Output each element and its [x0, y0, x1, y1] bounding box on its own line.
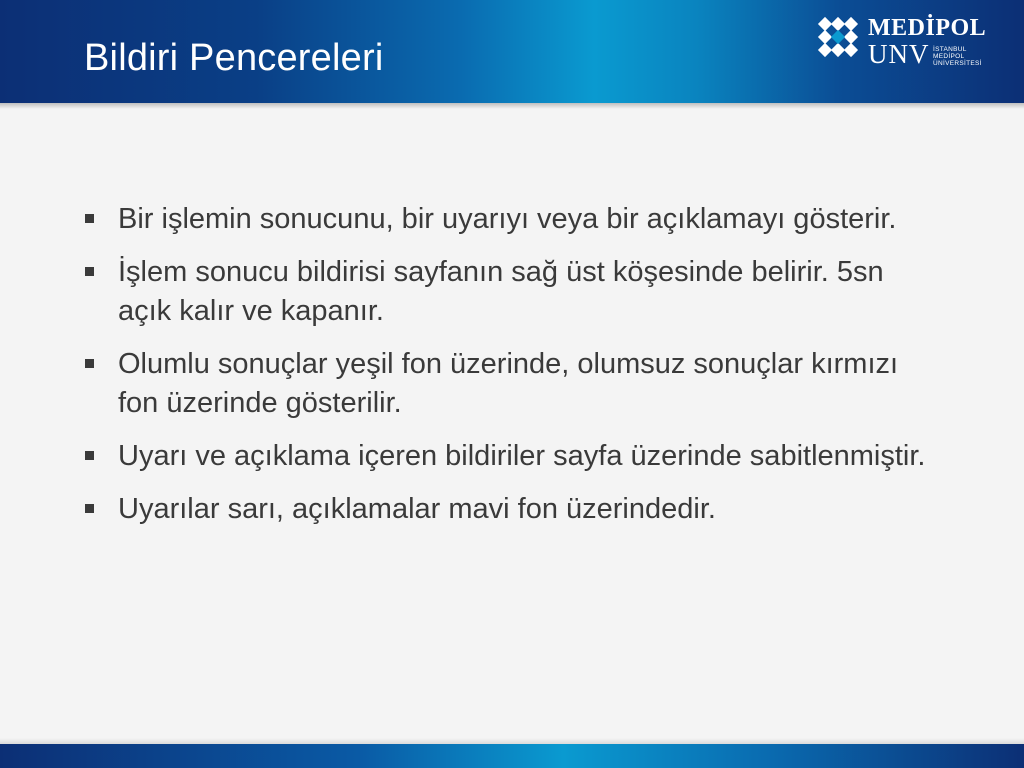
list-item-text: İşlem sonucu bildirisi sayfanın sağ üst köşesinde belirir. 5sn açık kalır ve kapanır.	[118, 256, 884, 327]
footer-banner	[0, 744, 1024, 768]
medipol-logo-icon	[816, 15, 860, 59]
logo-unv: UNV	[868, 39, 930, 69]
header-banner	[0, 0, 1024, 103]
logo-sub-line: İSTANBUL	[933, 46, 967, 53]
square-bullet-icon	[85, 359, 94, 368]
bullet-list	[80, 200, 940, 543]
logo-subtitle	[933, 46, 982, 67]
list-item	[80, 200, 940, 239]
square-bullet-icon	[85, 267, 94, 276]
list-item-text: Bir işlemin sonucunu, bir uyarıyı veya bir açıklamayı gösterir.	[118, 203, 897, 235]
square-bullet-icon	[85, 451, 94, 460]
logo-sub-line: ÜNİVERSİTESİ	[933, 60, 982, 67]
square-bullet-icon	[85, 504, 94, 513]
list-item	[80, 490, 940, 529]
list-item-text: Uyarı ve açıklama içeren bildiriler sayfa üzerinde sabitlenmiştir.	[118, 440, 926, 472]
list-item	[80, 253, 940, 331]
logo-name: MEDİPOL	[868, 15, 987, 41]
header-shadow	[0, 103, 1024, 109]
list-item-text: Olumlu sonuçlar yeşil fon üzerinde, olumsuz sonuçlar kırmızı fon üzerinde gösterilir.	[118, 348, 899, 419]
slide-title: Bildiri Pencereleri	[84, 37, 384, 79]
square-bullet-icon	[85, 214, 94, 223]
logo-sub-line: MEDİPOL	[933, 53, 965, 60]
list-item	[80, 345, 940, 423]
medipol-logo	[816, 13, 996, 73]
list-item-text: Uyarılar sarı, açıklamalar mavi fon üzerindedir.	[118, 493, 716, 525]
list-item	[80, 437, 940, 476]
